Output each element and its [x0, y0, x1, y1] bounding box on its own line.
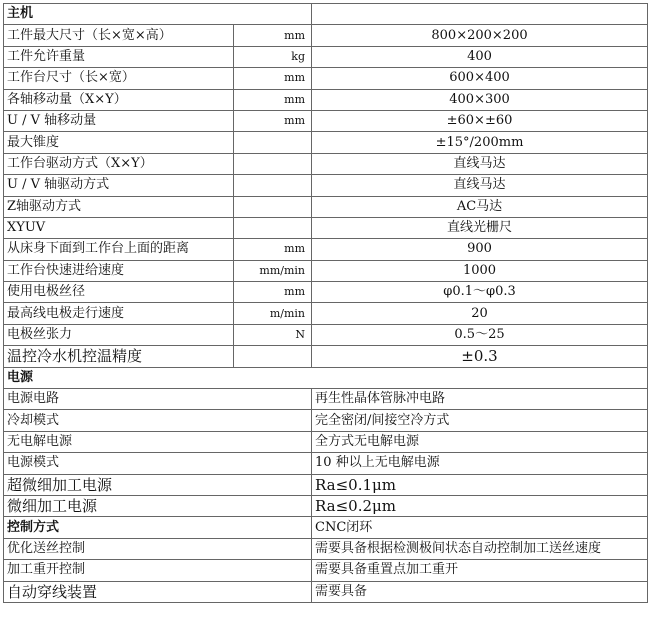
table-row — [4, 474, 648, 495]
spec-name: 无电解电源 — [4, 431, 312, 452]
table-row — [4, 153, 648, 174]
spec-value: Ra≤0.2μm — [312, 495, 648, 516]
spec-table-body — [4, 4, 648, 603]
spec-unit: mm/min — [234, 260, 312, 281]
table-row — [4, 68, 648, 89]
section-header-control — [4, 517, 648, 538]
spec-name: 工作台驱动方式（X×Y） — [4, 153, 234, 174]
table-row — [4, 239, 648, 260]
spec-value: φ0.1～φ0.3 — [312, 282, 648, 303]
spec-value: 400×300 — [312, 89, 648, 110]
table-row — [4, 110, 648, 131]
spec-unit: m/min — [234, 303, 312, 324]
spec-name: 电极丝张力 — [4, 324, 234, 345]
section-value: CNC闭环 — [312, 517, 648, 538]
spec-unit: N — [234, 324, 312, 345]
spec-value: 10 种以上无电解电源 — [312, 453, 648, 474]
spec-name: XYUV — [4, 217, 234, 238]
spec-value: ±60×±60 — [312, 110, 648, 131]
table-row — [4, 217, 648, 238]
spec-value: 需要具备 — [312, 581, 648, 602]
spec-value: 800×200×200 — [312, 25, 648, 46]
table-row — [4, 560, 648, 581]
spec-name: 电源电路 — [4, 389, 312, 410]
spec-unit: mm — [234, 25, 312, 46]
spec-unit — [234, 132, 312, 153]
spec-unit: kg — [234, 46, 312, 67]
spec-value: 需要具备根据检测极间状态自动控制加工送丝速度 — [312, 538, 648, 559]
spec-name: U / V 轴驱动方式 — [4, 175, 234, 196]
spec-value: 1000 — [312, 260, 648, 281]
spec-value: AC马达 — [312, 196, 648, 217]
table-row — [4, 89, 648, 110]
spec-unit — [234, 346, 312, 367]
spec-name: 使用电极丝径 — [4, 282, 234, 303]
table-row — [4, 346, 648, 367]
table-row — [4, 389, 648, 410]
spec-value: 直线马达 — [312, 153, 648, 174]
spec-value: 再生性晶体管脉冲电路 — [312, 389, 648, 410]
section-value-empty — [312, 4, 648, 25]
spec-value: 直线光栅尺 — [312, 217, 648, 238]
spec-name: 工作台快速进给速度 — [4, 260, 234, 281]
spec-unit — [234, 153, 312, 174]
spec-value: 全方式无电解电源 — [312, 431, 648, 452]
spec-unit — [234, 196, 312, 217]
spec-value: ±15°/200mm — [312, 132, 648, 153]
spec-name: 最大锥度 — [4, 132, 234, 153]
table-row — [4, 46, 648, 67]
spec-value: 直线马达 — [312, 175, 648, 196]
spec-value: 20 — [312, 303, 648, 324]
spec-name: 工作台尺寸（长×宽） — [4, 68, 234, 89]
spec-name: 微细加工电源 — [4, 495, 312, 516]
spec-unit: mm — [234, 68, 312, 89]
section-header-main — [4, 4, 648, 25]
spec-value: 需要具备重置点加工重开 — [312, 560, 648, 581]
spec-value: 900 — [312, 239, 648, 260]
spec-name: 工件最大尺寸（长×宽×高） — [4, 25, 234, 46]
table-row — [4, 260, 648, 281]
table-row — [4, 581, 648, 602]
table-row — [4, 410, 648, 431]
table-row — [4, 25, 648, 46]
spec-name: 各轴移动量（X×Y） — [4, 89, 234, 110]
table-row — [4, 431, 648, 452]
table-row — [4, 132, 648, 153]
section-header-power — [4, 367, 648, 388]
spec-unit: mm — [234, 239, 312, 260]
spec-value: ±0.3 — [312, 346, 648, 367]
spec-name: 超微细加工电源 — [4, 474, 312, 495]
table-row — [4, 303, 648, 324]
spec-value: Ra≤0.1μm — [312, 474, 648, 495]
section-title: 控制方式 — [4, 517, 312, 538]
spec-value: 600×400 — [312, 68, 648, 89]
table-row — [4, 282, 648, 303]
section-title: 主机 — [4, 4, 312, 25]
spec-unit: mm — [234, 89, 312, 110]
spec-name: 自动穿线装置 — [4, 581, 312, 602]
spec-value: 0.5～25 — [312, 324, 648, 345]
spec-name: 电源模式 — [4, 453, 312, 474]
spec-name: 优化送丝控制 — [4, 538, 312, 559]
spec-name: 加工重开控制 — [4, 560, 312, 581]
spec-name: 冷却模式 — [4, 410, 312, 431]
table-row — [4, 538, 648, 559]
table-row — [4, 324, 648, 345]
spec-name: Z轴驱动方式 — [4, 196, 234, 217]
spec-table — [3, 3, 648, 603]
table-row — [4, 453, 648, 474]
table-row — [4, 196, 648, 217]
spec-value: 完全密闭/间接空冷方式 — [312, 410, 648, 431]
spec-name: 温控冷水机控温精度 — [4, 346, 234, 367]
spec-unit: mm — [234, 282, 312, 303]
section-title: 电源 — [4, 367, 648, 388]
spec-name: 最高线电极走行速度 — [4, 303, 234, 324]
table-row — [4, 495, 648, 516]
spec-name: U / V 轴移动量 — [4, 110, 234, 131]
spec-value: 400 — [312, 46, 648, 67]
spec-name: 工件允许重量 — [4, 46, 234, 67]
spec-name: 从床身下面到工作台上面的距离 — [4, 239, 234, 260]
spec-unit — [234, 175, 312, 196]
table-row — [4, 175, 648, 196]
spec-unit: mm — [234, 110, 312, 131]
spec-unit — [234, 217, 312, 238]
